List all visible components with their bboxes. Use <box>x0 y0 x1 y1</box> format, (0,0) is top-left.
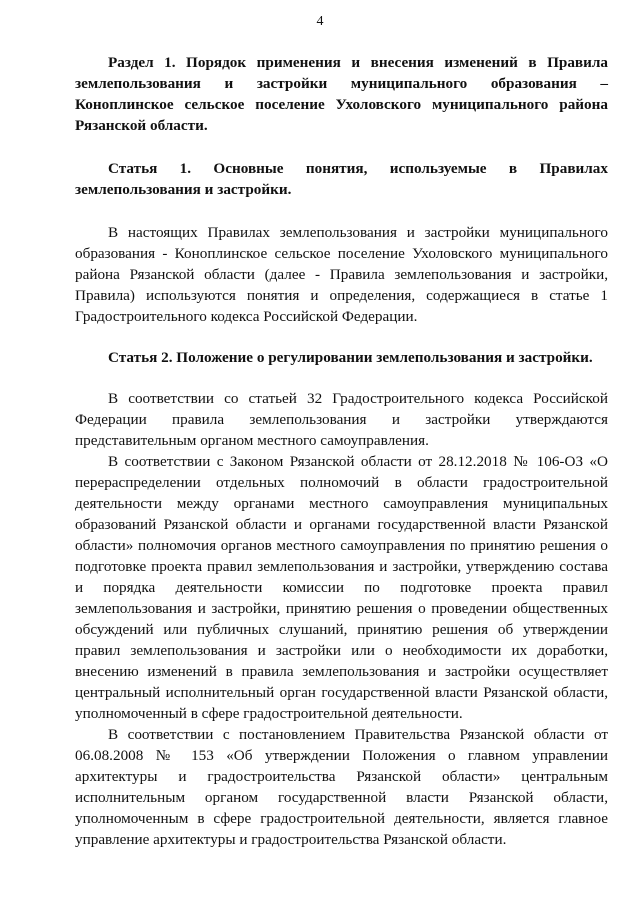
article-2-title: Статья 2. Положение о регулировании землепользования и застройки. <box>108 349 593 366</box>
article-1-paragraph: В настоящих Правилах землепользования и застройки муниципального образования - Коноплинское сельское поселение Ухоловского муниципального района Рязанской области (далее - Правила землепользования и застройки, Правила) используются понятия и определения, содержащиеся в статье 1 Градостроительного кодекса Российской Федерации. <box>75 224 608 325</box>
document-body <box>75 52 608 850</box>
page-number: 4 <box>316 14 324 29</box>
article-2-paragraph-3: В соответствии с постановлением Правительства Рязанской области от 06.08.2008 № 153 «Об утверждении Положения о главном управлении архитектуры и градостроительства Рязанской области» центральным исполнительным органом государственной власти Рязанской области, уполномоченным в сфере градостроительной деятельности, является главное управление архитектуры и градостроительства Рязанской области. <box>75 726 608 848</box>
article-2-paragraph-1: В соответствии со статьей 32 Градостроительного кодекса Российской Федерации правила землепользования и застройки утверждаются представительным органом местного самоуправления. <box>75 390 608 449</box>
section-title: Раздел 1. Порядок применения и внесения изменений в Правила землепользования и застройки муниципального образования – Коноплинское сельское поселение Ухоловского муниципального района Рязанской области. <box>75 54 608 134</box>
article-2-paragraph-2: В соответствии с Законом Рязанской области от 28.12.2018 № 106-ОЗ «О перераспределении отдельных полномочий в области градостроительной деятельности между органами местного самоуправления муниципальных образований Рязанской области и органами государственной власти Рязанской области» полномочия органов местного самоуправления по принятию решения о подготовке проекта правил землепользования и застройки, утверждению состава и порядка деятельности комиссии по подготовке проекта правил землепользования и застройки, принятию решения о проведении общественных обсуждений или публичных слушаний, принятию решения об утверждении правил землепользования и застройки или о необходимости их доработки, внесению изменений в правила землепользования и застройки осуществляет центральный исполнительный орган государственной власти Рязанской области, уполномоченный в сфере градостроительной деятельности. <box>75 453 608 722</box>
article-1-title: Статья 1. Основные понятия, используемые в Правилах землепользования и застройки. <box>75 160 608 198</box>
